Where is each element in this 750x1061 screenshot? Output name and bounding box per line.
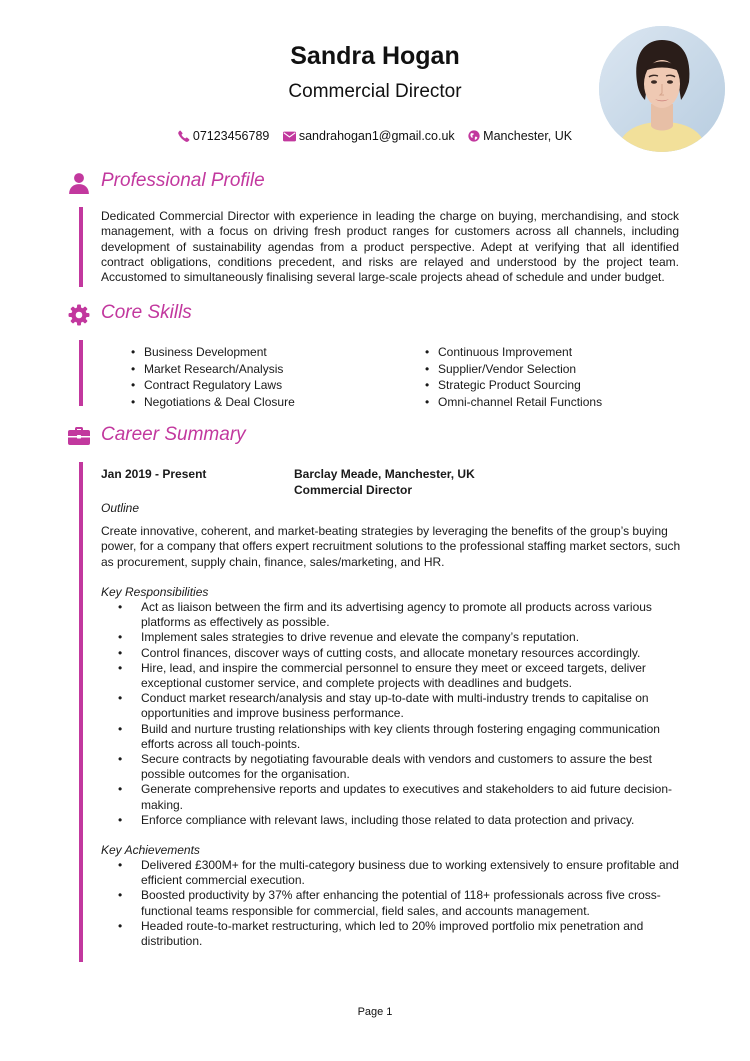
phone-number: 07123456789 (192, 129, 270, 143)
job-role: Commercial Director (294, 482, 413, 497)
gear-icon (68, 304, 90, 326)
career-accent-bar (79, 462, 83, 962)
list-item: • Control finances, discover ways of cutting costs, and allocate monetary resources accordingly. (101, 646, 691, 661)
skill-item: • Contract Regulatory Laws (131, 377, 295, 394)
skills-column-left (131, 344, 295, 410)
envelope-icon (283, 131, 296, 142)
skill-item: • Strategic Product Sourcing (425, 377, 602, 394)
list-item: • Boosted productivity by 37% after enhancing the potential of 118+ professionals across five cross-functional teams responsible for commercial, field sales, and accounts management. (101, 888, 691, 918)
achievements-label: Key Achievements (101, 843, 200, 857)
location-contact (468, 129, 572, 143)
user-icon (68, 172, 90, 194)
briefcase-icon (68, 426, 90, 446)
career-heading: Career Summary (101, 424, 246, 445)
email-address: sandrahogan1@gmail.co.uk (298, 129, 455, 143)
skills-heading: Core Skills (101, 302, 192, 323)
job-title: Commercial Director (288, 81, 462, 102)
job-employer (294, 467, 475, 498)
portrait-image (599, 26, 725, 152)
location: Manchester, UK (483, 129, 573, 143)
list-item: • Headed route-to-market restructuring, which led to 20% improved portfolio mix penetration and distribution. (101, 919, 691, 949)
profile-photo (599, 26, 725, 152)
skill-item: • Supplier/Vendor Selection (425, 361, 602, 378)
skill-item: • Market Research/Analysis (131, 361, 295, 378)
page-number: Page 1 (357, 1006, 393, 1018)
profile-summary: Dedicated Commercial Director with experience in leading the charge on buying, merchandising, and stock management, with a focus on driving fresh product ranges for customers across all channels, including development of sustainability agendas from a product perspective. Adept at verifying that all identified contract obligations, conditions precedent, and risks are relayed and understood by the project team. Accustomed to simultaneously finalising several large-scale projects ahead of schedule and under budget. (101, 209, 679, 285)
achievements-list (101, 858, 691, 949)
responsibilities-list (101, 600, 691, 828)
list-item: • Build and nurture trusting relationships with key clients through fostering engaging communication efforts across all touch-points. (101, 722, 691, 752)
globe-icon (468, 130, 480, 142)
list-item: • Act as liaison between the firm and its advertising agency to promote all products across various platforms as effectively as possible. (101, 600, 691, 630)
list-item: • Implement sales strategies to drive revenue and elevate the company’s reputation. (101, 630, 691, 645)
candidate-name: Sandra Hogan (290, 42, 460, 70)
list-item: • Hire, lead, and inspire the commercial personnel to ensure they meet or exceed targets, deliver exceptional customer service, and complete projects with deadlines and budgets. (101, 661, 691, 691)
list-item: • Delivered £300M+ for the multi-category business due to working extensively to ensure profitable and efficient commercial execution. (101, 858, 691, 888)
company-name: Barclay Meade, Manchester, UK (294, 467, 475, 481)
skill-item: • Negotiations & Deal Closure (131, 394, 295, 411)
list-item: • Conduct market research/analysis and stay up-to-date with multi-industry trends to capitalise on opportunities and improve business performance. (101, 691, 691, 721)
job-dates: Jan 2019 - Present (101, 467, 207, 481)
email-contact (283, 129, 458, 143)
skills-accent-bar (79, 340, 83, 406)
phone-icon (178, 130, 190, 142)
profile-heading: Professional Profile (101, 170, 265, 191)
job-outline: Create innovative, coherent, and market-beating strategies by leveraging the benefits of the group’s buying power, for a company that offers expert recruitment solutions to the professional staffing market sectors, such as procurement, supply chain, finance, sales/marketing, and HR. (101, 524, 681, 569)
skill-item: • Omni-channel Retail Functions (425, 394, 602, 411)
skill-item: • Business Development (131, 344, 295, 361)
skills-column-right (425, 344, 602, 410)
list-item: • Secure contracts by negotiating favourable deals with vendors and customers to assure the best possible outcomes for the organisation. (101, 752, 691, 782)
list-item: • Generate comprehensive reports and updates to executives and stakeholders to aid future decision-making. (101, 782, 691, 812)
phone-contact (178, 129, 273, 143)
profile-accent-bar (79, 207, 83, 287)
list-item: • Enforce compliance with relevant laws, including those related to data protection and privacy. (101, 813, 691, 828)
responsibilities-label: Key Responsibilities (101, 585, 209, 599)
skill-item: • Continuous Improvement (425, 344, 602, 361)
outline-label: Outline (101, 501, 140, 515)
